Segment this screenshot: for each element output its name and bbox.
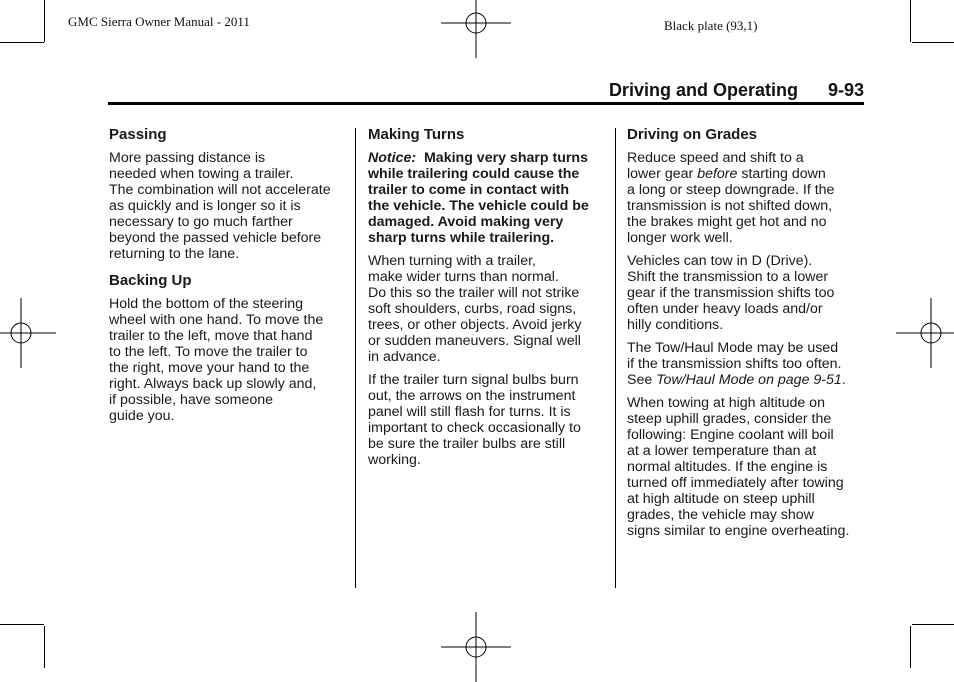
column-divider: [615, 128, 616, 588]
crop-mark: [912, 42, 954, 43]
paragraph-reduce-speed: [627, 150, 867, 246]
crop-mark: [44, 626, 45, 668]
text-line: to the left. To move the trailer to: [109, 344, 308, 360]
notice-line: the vehicle. The vehicle could be: [368, 198, 589, 214]
text-line: longer work well.: [627, 230, 733, 246]
crop-mark: [910, 626, 911, 668]
text-line: the right, move your hand to the: [109, 360, 310, 376]
paragraph-high-altitude: [627, 395, 867, 539]
text-line: signs similar to engine overheating.: [627, 523, 850, 539]
text-line: panel will still flash for turns. It is: [368, 404, 571, 420]
paragraph-passing: [109, 150, 349, 262]
crop-mark: [910, 0, 911, 42]
plate-number: Black plate (93,1): [664, 18, 758, 33]
text-line: needed when towing a trailer.: [109, 166, 294, 182]
text-line: necessary to go much farther: [109, 214, 293, 230]
text-line: soft shoulders, curbs, road signs,: [368, 301, 577, 317]
crop-mark: [0, 624, 44, 625]
registration-crosshair-bottom: [441, 612, 511, 682]
paragraph-backing-up: [109, 296, 349, 424]
paragraph-turn-signal: [368, 372, 608, 468]
text-line: Vehicles can tow in D (Drive).: [627, 253, 813, 269]
text-line: the brakes might get hot and no: [627, 214, 827, 230]
running-header: [609, 80, 864, 101]
text-line: be sure the trailer bulbs are still: [368, 436, 566, 452]
text-line: important to check occasionally to: [368, 420, 581, 436]
text-line: normal altitudes. If the engine is: [627, 459, 828, 475]
text-line: hilly conditions.: [627, 317, 724, 333]
crop-mark: [44, 0, 45, 42]
text-fragment: lower gear: [627, 166, 698, 182]
heading-driving-on-grades: Driving on Grades: [627, 126, 758, 143]
text-line: a long or steep downgrade. If the: [627, 182, 835, 198]
text-line: gear if the transmission shifts too: [627, 285, 835, 301]
text-line: make wider turns than normal.: [368, 269, 559, 285]
text-fragment: See: [627, 372, 657, 388]
text-line: at high altitude on steep uphill: [627, 491, 815, 507]
cross-reference-link[interactable]: Tow/Haul Mode on page 9-51: [656, 372, 842, 388]
text-line: beyond the passed vehicle before: [109, 230, 322, 246]
notice-line: damaged. Avoid making very: [368, 214, 564, 230]
paragraph-turning: [368, 253, 608, 365]
text-fragment: starting down: [737, 166, 826, 182]
text-fragment: .: [841, 372, 846, 388]
text-line: trees, or other objects. Avoid jerky: [368, 317, 582, 333]
text-line: If the trailer turn signal bulbs burn: [368, 372, 579, 388]
section-title: Driving and Operating: [608, 80, 798, 100]
heading-making-turns: Making Turns: [368, 126, 465, 143]
notice-line: sharp turns while trailering.: [368, 230, 555, 246]
text-line: often under heavy loads and/or: [627, 301, 823, 317]
text-line: turned off immediately after towing: [627, 475, 844, 491]
notice-line: Making very sharp turns: [423, 150, 588, 166]
column-3: [627, 126, 867, 546]
text-line: The Tow/Haul Mode may be used: [627, 340, 839, 356]
text-line: right. Always back up slowly and,: [109, 376, 317, 392]
text-line: in advance.: [368, 349, 441, 365]
notice-block: [368, 150, 608, 246]
text-line: grades, the vehicle may show: [627, 507, 814, 523]
text-line: The combination will not accelerate: [109, 182, 331, 198]
column-1: [109, 126, 349, 431]
crop-mark: [912, 624, 954, 625]
notice-line: trailer to come in contact with: [368, 182, 570, 198]
notice-label: Notice:: [368, 150, 417, 166]
registration-crosshair-left: [0, 298, 56, 368]
text-line: out, the arrows on the instrument: [368, 388, 576, 404]
text-line: working.: [368, 452, 421, 468]
registration-crosshair-top: [441, 0, 511, 58]
text-line: at a lower temperature than at: [627, 443, 817, 459]
notice-line: while trailering could cause the: [368, 166, 580, 182]
text-line: When towing at high altitude on: [627, 395, 825, 411]
text-line: Reduce speed and shift to a: [627, 150, 804, 166]
text-line: Hold the bottom of the steering: [109, 296, 304, 312]
text-line: if the transmission shifts too often.: [627, 356, 842, 372]
text-line: if possible, have someone: [109, 392, 274, 408]
text-line: following: Engine coolant will boil: [627, 427, 834, 443]
text-line: or sudden maneuvers. Signal well: [368, 333, 581, 349]
paragraph-tow-haul: [627, 340, 867, 388]
crop-mark: [0, 42, 44, 43]
plate-title: GMC Sierra Owner Manual - 2011: [68, 14, 250, 29]
column-divider: [355, 128, 356, 588]
text-line: trailer to the left, move that hand: [109, 328, 313, 344]
text-line: returning to the lane.: [109, 246, 240, 262]
registration-crosshair-right: [896, 298, 954, 368]
paragraph-tow-drive: [627, 253, 867, 333]
heading-backing-up: Backing Up: [109, 272, 192, 289]
emphasis-before: before: [697, 166, 738, 182]
header-rule: [108, 102, 864, 105]
column-2: [368, 126, 608, 475]
page-number: 9-93: [827, 80, 864, 100]
text-line: wheel with one hand. To move the: [109, 312, 324, 328]
text-line: as quickly and is longer so it is: [109, 198, 301, 214]
text-line: Do this so the trailer will not strike: [368, 285, 580, 301]
text-line: guide you.: [109, 408, 175, 424]
text-line: More passing distance is: [109, 150, 266, 166]
heading-passing: Passing: [109, 126, 167, 143]
text-line: When turning with a trailer,: [368, 253, 536, 269]
text-line: steep uphill grades, consider the: [627, 411, 832, 427]
text-line: Shift the transmission to a lower: [627, 269, 829, 285]
text-line: transmission is not shifted down,: [627, 198, 833, 214]
